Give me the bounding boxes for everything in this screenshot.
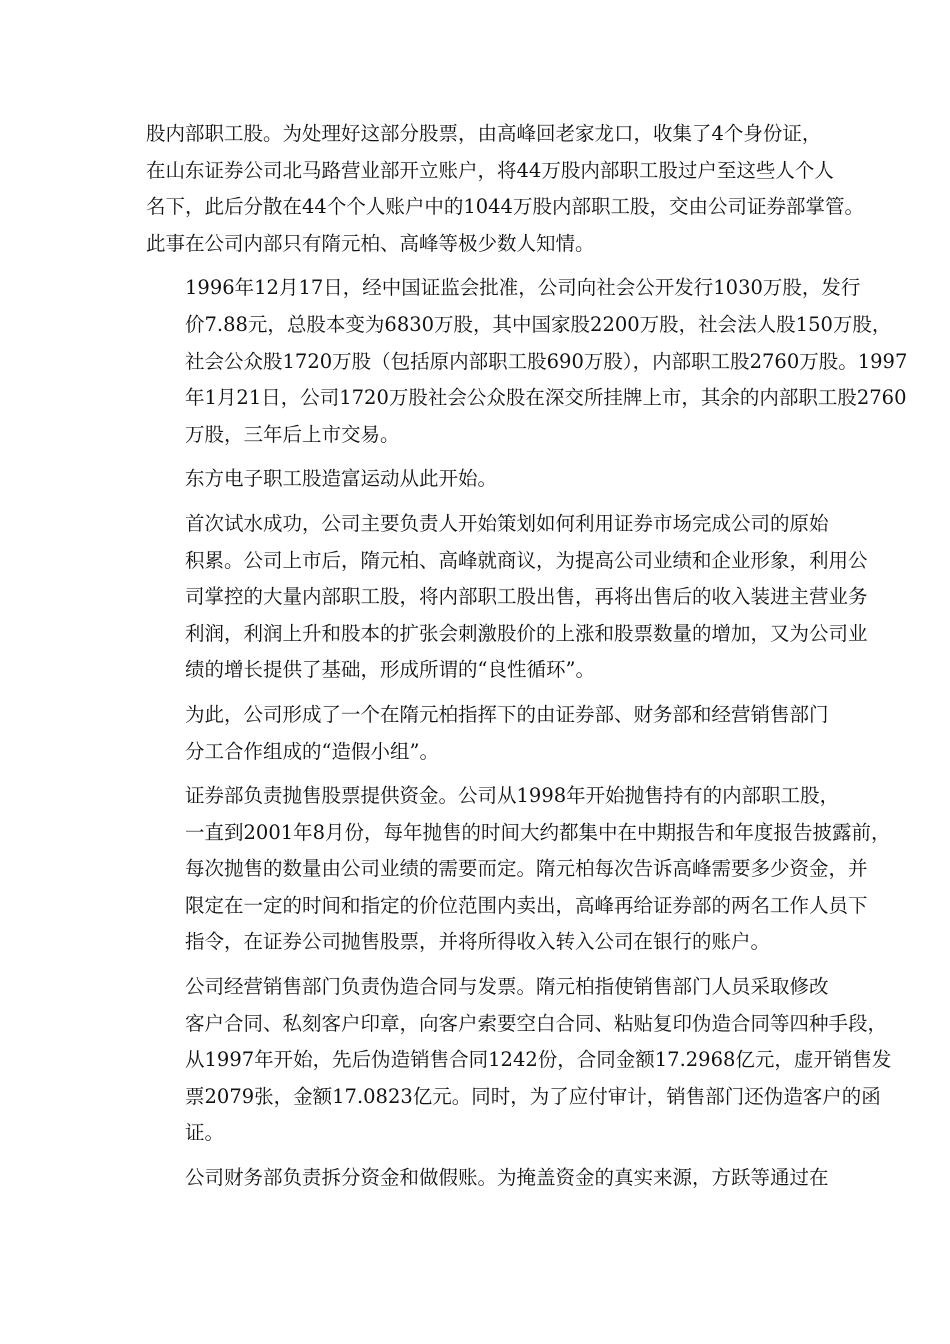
paragraph xyxy=(146,461,806,498)
paragraph-line: 此事在公司内部只有隋元柏、高峰等极少数人知情。 xyxy=(146,231,595,255)
paragraph-line: 票2079张，金额17.0823亿元。同时，为了应付审计，销售部门还伪造客户的函 xyxy=(185,1084,881,1108)
paragraph-line: 证。 xyxy=(185,1121,225,1145)
paragraph-line: 年1月21日，公司1720万股社会公众股在深交所挂牌上市，其余的内部职工股2760 xyxy=(185,386,907,410)
paragraph xyxy=(146,778,891,961)
paragraph-line: 积累。公司上市后，隋元柏、高峰就商议，为提高公司业绩和企业形象，利用公 xyxy=(185,548,868,572)
paragraph-line: 限定在一定的时间和指定的价位范围内卖出，高峰再给证券部的两名工作人员下 xyxy=(185,893,868,917)
paragraph-line: 证券部负责抛售股票提供资金。公司从1998年开始抛售持有的内部职工股， xyxy=(185,784,840,808)
paragraph-line: 社会公众股1720万股（包括原内部职工股690万股），内部职工股2760万股。1997 xyxy=(185,349,908,373)
paragraph xyxy=(146,1160,829,1197)
paragraph-line: 客户合同、私刻客户印章，向客户索要空白合同、粘贴复印伪造合同等四种手段， xyxy=(185,1011,888,1035)
paragraph-line: 绩的增长提供了基础，形成所谓的“良性循环”。 xyxy=(185,658,595,682)
paragraph-line: 东方电子职工股造富运动从此开始。 xyxy=(185,467,498,491)
paragraph-line: 利润，利润上升和股本的扩张会刺激股价的上涨和股票数量的增加，又为公司业 xyxy=(185,621,868,645)
paragraph-line: 指令，在证券公司抛售股票，并将所得收入转入公司在银行的账户。 xyxy=(185,930,771,954)
paragraph-line: 分工合作组成的“造假小组”。 xyxy=(185,739,439,763)
paragraph-line: 股内部职工股。为处理好这部分股票，由高峰回老家龙口，收集了4个身份证， xyxy=(146,122,822,145)
paragraph-line: 公司财务部负责拆分资金和做假账。为掩盖资金的真实来源，方跃等通过在 xyxy=(185,1166,829,1190)
paragraph xyxy=(146,116,864,262)
paragraph-line: 司掌控的大量内部职工股，将内部职工股出售，再将出售后的收入装进主营业务 xyxy=(185,585,868,609)
paragraph-line: 首次试水成功，公司主要负责人开始策划如何利用证券市场完成公司的原始 xyxy=(185,511,829,535)
paragraph-line: 万股，三年后上市交易。 xyxy=(185,422,400,446)
paragraph-line: 在山东证券公司北马路营业部开立账户，将44万股内部职工股过户至这些人个人 xyxy=(146,158,834,182)
paragraph xyxy=(146,270,908,453)
paragraph-line: 1996年12月17日，经中国证监会批准，公司向社会公开发行1030万股，发行 xyxy=(185,276,861,300)
document-body xyxy=(146,116,908,1205)
paragraph-line: 从1997年开始，先后伪造销售合同1242份，合同金额17.2968亿元，虚开销售发 xyxy=(185,1048,892,1072)
paragraph xyxy=(146,506,868,689)
paragraph-line: 每次抛售的数量由公司业绩的需要而定。隋元柏每次告诉高峰需要多少资金，并 xyxy=(185,857,868,881)
paragraph-line: 一直到2001年8月份，每年抛售的时间大约都集中在中期报告和年度报告披露前， xyxy=(185,820,891,844)
paragraph-line: 公司经营销售部门负责伪造合同与发票。隋元柏指使销售部门人员采取修改 xyxy=(185,975,829,999)
paragraph-line: 名下，此后分散在44个个人账户中的1044万股内部职工股，交由公司证券部掌管。 xyxy=(146,195,864,219)
paragraph-line: 为此，公司形成了一个在隋元柏指挥下的由证券部、财务部和经营销售部门 xyxy=(185,702,829,726)
paragraph xyxy=(146,969,892,1152)
paragraph xyxy=(146,697,829,770)
paragraph-line: 价7.88元，总股本变为6830万股，其中国家股2200万股，社会法人股150万股， xyxy=(185,312,892,336)
